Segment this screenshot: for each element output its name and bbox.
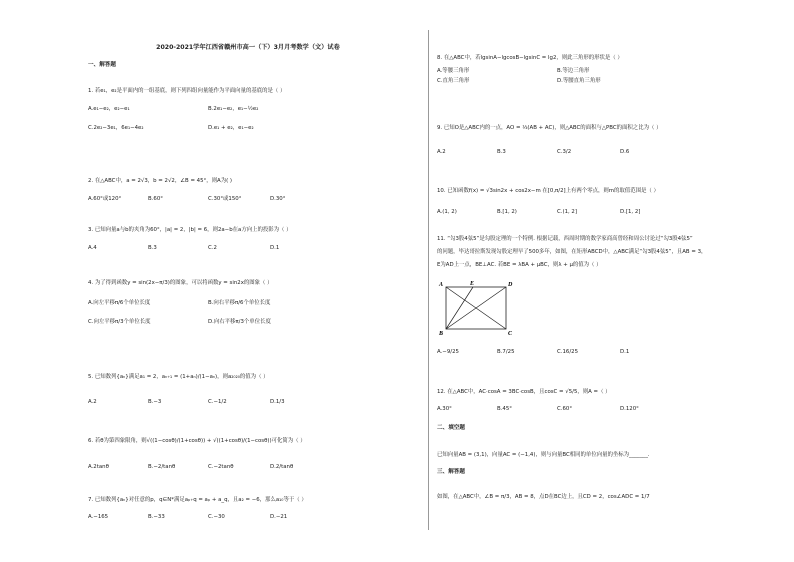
question-6 — [88, 438, 408, 473]
question-stem-line-2: 的问题，毕达哥拉斯发现勾股定理早了500多年，如图，在矩形ABCD中，△ABC满足“勾3股4弦5”，且AB = 3， — [437, 248, 707, 255]
section-heading-2: 二、填空题 — [437, 425, 465, 431]
option-c: C.直角三角形 — [437, 77, 470, 84]
option-a: A.e₁−e₂，e₂−e₁ — [88, 105, 130, 112]
option-c: C.−2tanθ — [208, 463, 234, 470]
option-d: D.等腰直角三角形 — [557, 77, 601, 84]
option-d: D.6 — [620, 148, 630, 155]
option-d: D.30° — [270, 195, 286, 202]
rectangle-figure — [437, 280, 517, 336]
question-7 — [88, 497, 408, 523]
option-b: B.−2/tanθ — [148, 463, 176, 470]
option-b: B.等边三角形 — [557, 67, 590, 74]
option-a: A.2 — [437, 148, 446, 155]
question-1 — [88, 88, 408, 134]
question-4 — [88, 280, 408, 328]
point-label-e: E — [470, 281, 475, 287]
page-title: 2020-2021学年江西省赣州市高一（下）3月月考数学（文）试卷 — [156, 44, 340, 51]
option-c: C.2 — [208, 244, 217, 251]
right-column — [437, 0, 782, 562]
question-stem-line-1: 11. “勾3股4弦5”是勾股定理的一个特例. 根据记载，西周时期的数学家商高曾经和周公讨论过“勾3股4弦5” — [437, 236, 693, 242]
option-a: A.向左平移π/6个单位长度 — [88, 299, 151, 306]
option-a: A.(1, 2) — [437, 208, 457, 215]
option-c: C.60° — [557, 405, 573, 412]
segment-be — [446, 287, 473, 329]
option-b: B.−3 — [148, 398, 162, 405]
question-stem: 7. 已知数列{aₙ}对任意的p，q∈N*满足aₚ₊q = aₚ + a_q，且a₂ = −6，那么a₁₀等于（ ） — [88, 497, 307, 503]
question-stem: 9. 已知O是△ABC内的一点，AO = ⅓(AB + AC)，则△ABC的面积与△PBC的面积之比为（ ） — [437, 125, 662, 131]
option-a: A.−9/25 — [437, 349, 459, 355]
option-c: C.16/25 — [557, 349, 579, 355]
option-d: D.120° — [620, 405, 639, 412]
option-b: B.7/25 — [497, 349, 515, 355]
question-stem: 1. 若e₁，e₂是平面内的一组基底，则下列四组向量能作为平面向量的基底的是（ ） — [88, 88, 286, 94]
section-heading-3: 三、解答题 — [437, 469, 465, 475]
option-c: C.(1, 2] — [557, 208, 577, 215]
option-c: C.−30 — [208, 513, 225, 520]
point-label-b: B — [439, 331, 444, 336]
fill-question — [437, 452, 782, 459]
option-d: D.向右平移π/3个单位长度 — [208, 318, 271, 325]
question-stem: 10. 已知函数f(x) = √3sin2x + cos2x−m 在[0,π/2]上有两个零点，则m的取值范围是（ ） — [437, 188, 659, 194]
option-d: D.e₁ + e₂，e₁−e₂ — [208, 124, 254, 131]
question-5 — [88, 374, 408, 408]
option-d: D.2/tanθ — [270, 463, 294, 470]
option-b: B.60° — [148, 195, 163, 202]
option-c: C.3/2 — [557, 148, 572, 155]
option-b: B.向右平移π/6个单位长度 — [208, 299, 271, 306]
question-stem: 6. 若θ为第四象限角，则√((1−cosθ)/(1+cosθ)) + √((1+cosθ)/(1−cosθ))可化简为（ ） — [88, 438, 306, 444]
option-a: A.2 — [88, 398, 97, 405]
option-a: A.等腰三角形 — [437, 67, 470, 74]
option-c: C.2e₂−3e₁，6e₁−4e₂ — [88, 124, 144, 131]
option-d: D.1/3 — [270, 398, 285, 405]
option-d: D.1 — [620, 349, 630, 355]
left-column — [88, 0, 408, 562]
question-stem: 12. 在△ABC中，AC·cosA = 3BC·cosB，且cosC = √5/5，则A =（ ） — [437, 389, 611, 395]
question-9 — [437, 125, 782, 158]
point-label-d: D — [508, 282, 513, 288]
solve-question — [437, 494, 782, 501]
option-a: A.60°或120° — [88, 195, 122, 202]
option-b: B.3 — [148, 244, 157, 251]
option-c: C.30°或150° — [208, 195, 242, 202]
question-12 — [437, 389, 782, 415]
option-b: B.3 — [497, 148, 506, 155]
question-10 — [437, 188, 782, 218]
question-2 — [88, 178, 408, 205]
question-8 — [437, 55, 782, 86]
section-heading-1: 一、解答题 — [88, 62, 116, 68]
question-stem: 3. 已知向量a与b的夹角为60°，|a| = 2，|b| = 6，则2a−b在a方向上的投影为（ ） — [88, 227, 292, 233]
option-a: A.4 — [88, 244, 97, 251]
option-a: A.30° — [437, 405, 452, 412]
question-stem: 4. 为了得到函数y = sin(2x−π/3)的图象，可以将函数y = sin2x的图象（ ） — [88, 280, 273, 286]
option-b: B.−33 — [148, 513, 165, 520]
option-a: A.−165 — [88, 513, 109, 520]
point-label-a: A — [439, 282, 444, 288]
option-b: B.[1, 2) — [497, 208, 517, 215]
option-d: D.−21 — [270, 513, 288, 520]
point-label-c: C — [508, 331, 513, 336]
question-stem-line-3: E为AD上一点，BE⊥AC. 若BE = λBA + μBC，则λ + μ的值为（ ） — [437, 261, 602, 268]
option-b: B.45° — [497, 405, 512, 412]
question-stem: 2. 在△ABC中，a = 2√3，b = 2√2，∠B = 45°，则A为( ) — [88, 178, 233, 184]
column-divider — [428, 30, 429, 530]
option-b: B.2e₁−e₂，e₁−½e₂ — [208, 105, 259, 112]
option-c: C.向左平移π/3个单位长度 — [88, 318, 151, 325]
option-d: D.1 — [270, 244, 280, 251]
question-11 — [437, 236, 782, 268]
option-a: A.2tanθ — [88, 463, 109, 470]
question-stem: 如图，在△ABC中，∠B = π/3，AB = 8，点D在BC边上，且CD = 2，cos∠ADC = 1/7 — [437, 494, 650, 500]
question-stem: 8. 在△ABC中，若lgsinA−lgcosB−lgsinC = lg2，则此三角形的形状是（ ） — [437, 55, 623, 61]
option-c: C.−1/2 — [208, 398, 227, 405]
question-11-options — [437, 349, 782, 358]
question-3 — [88, 227, 408, 254]
question-stem: 已知向量AB = (3,1)，向量AC = (−1,4)，则与向量BC相同的单位向量的坐标为_______. — [437, 452, 650, 458]
option-d: D.[1, 2] — [620, 208, 641, 215]
question-stem: 5. 已知数列{aₙ}满足a₁ = 2，aₙ₊₁ = (1+aₙ)/(1−aₙ)，则a₂₀₂₀的值为（ ） — [88, 374, 269, 380]
